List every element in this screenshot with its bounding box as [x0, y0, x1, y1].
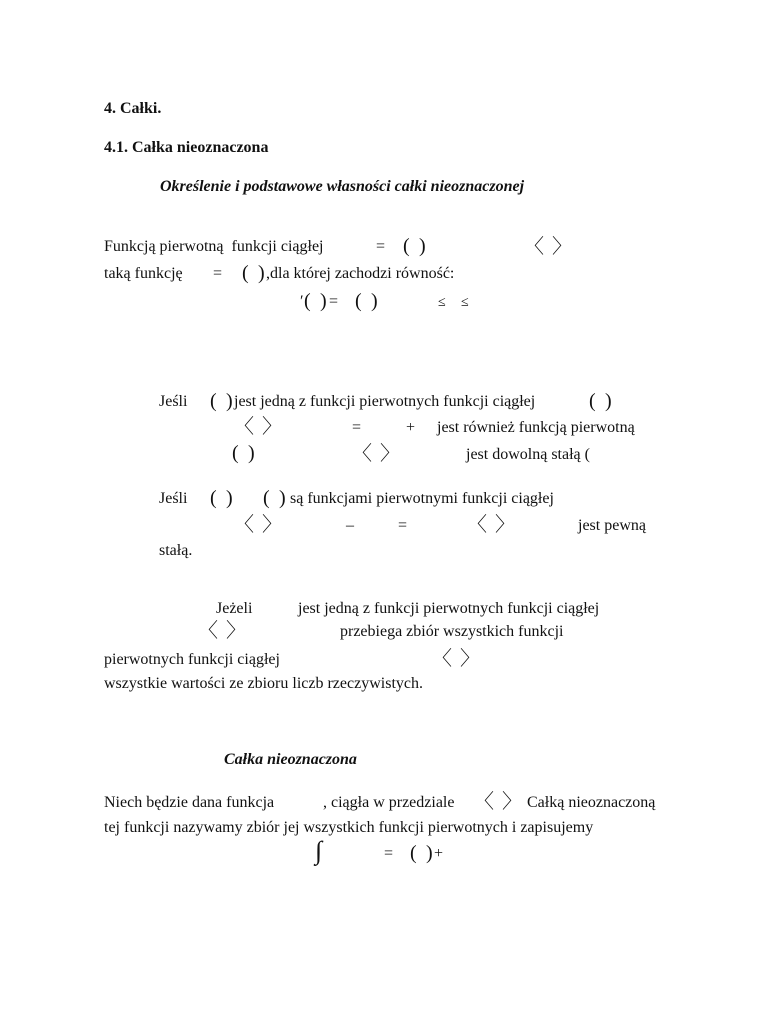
definition-line3-paren-open-1: ( — [304, 290, 311, 312]
property3-angle-open-1: 〈 — [198, 620, 218, 642]
indefinite-subheading: Całka nieoznaczona — [224, 751, 357, 768]
property2-equals: = — [398, 517, 408, 534]
property2-angle-close-1: 〉 — [262, 514, 282, 536]
definition-subheading: Określenie i podstawowe własności całki nieoznaczonej — [160, 178, 525, 195]
definition-line1-angle-close: 〉 — [552, 236, 572, 258]
property2-paren-open-1: ( — [210, 487, 217, 509]
indefinite-text-d: tej funkcji nazywamy zbiór jej wszystkich funkcji pierwotnych i zapisujemy — [104, 819, 594, 836]
property3-text-d: pierwotnych funkcji ciągłej — [104, 651, 280, 668]
definition-line2-text-a: taką funkcję — [104, 265, 183, 282]
property1-text-b: jest jedną z funkcji pierwotnych funkcji ciągłej — [234, 393, 536, 410]
definition-line3-prime: ′ — [300, 293, 304, 310]
property1-angle-close-2: 〉 — [380, 443, 400, 465]
definition-line1-text: Funkcją pierwotną funkcji ciągłej — [104, 238, 324, 255]
property2-text-d: stałą. — [159, 542, 193, 559]
property1-text-d: jest dowolną stałą ( — [466, 446, 590, 463]
property2-paren-close-2: ) — [279, 487, 286, 509]
property3-angle-close-1: 〉 — [226, 620, 246, 642]
definition-line2-paren-open: ( — [242, 262, 249, 284]
property2-angle-close-2: 〉 — [495, 514, 515, 536]
integral-sign: ∫ — [315, 836, 323, 865]
property2-angle-open-1: 〈 — [234, 514, 254, 536]
indefinite-equals: = — [384, 845, 394, 862]
indefinite-plus: + — [434, 845, 444, 862]
property3-angle-open-2: 〈 — [432, 648, 452, 670]
property3-text-a: Jeżeli — [216, 600, 253, 617]
chapter-heading: 4. Całki. — [104, 100, 162, 117]
indefinite-paren-open: ( — [410, 842, 417, 864]
indefinite-angle-close: 〉 — [502, 791, 522, 813]
property1-paren-close-2: ) — [605, 390, 612, 412]
property2-angle-open-2: 〈 — [467, 514, 487, 536]
property1-angle-open-1: 〈 — [234, 416, 254, 438]
property2-text-a: Jeśli — [159, 490, 188, 507]
property2-minus: – — [346, 517, 354, 534]
definition-line2-text-b: ,dla której zachodzi równość: — [266, 265, 455, 282]
property3-text-b: jest jedną z funkcji pierwotnych funkcji ciągłej — [298, 600, 600, 617]
property1-paren-open-1: ( — [210, 390, 217, 412]
property1-text-a: Jeśli — [159, 393, 188, 410]
property2-paren-close-1: ) — [226, 487, 233, 509]
property1-equals: = — [352, 419, 362, 436]
definition-line2-equals: = — [213, 265, 223, 282]
definition-line3-paren-close-1: ) — [320, 290, 327, 312]
definition-line2-paren-close: ) — [258, 262, 265, 284]
indefinite-text-c: Całką nieoznaczoną — [527, 794, 656, 811]
section-heading: 4.1. Całka nieoznaczona — [104, 139, 269, 156]
property1-paren-close-3: ) — [248, 442, 255, 464]
property1-angle-close-1: 〉 — [262, 416, 282, 438]
property1-paren-close-1: ) — [226, 390, 233, 412]
definition-line3-paren-close-2: ) — [371, 290, 378, 312]
definition-line3-leq-1: ≤ — [438, 295, 446, 310]
property1-plus: + — [406, 419, 416, 436]
definition-line3-leq-2: ≤ — [461, 295, 469, 310]
property2-text-b: są funkcjami pierwotnymi funkcji ciągłej — [290, 490, 554, 507]
definition-line1-paren-close: ) — [419, 235, 426, 257]
property3-text-e: wszystkie wartości ze zbioru liczb rzeczywistych. — [104, 675, 423, 692]
indefinite-text-b: , ciągła w przedziale — [323, 794, 455, 811]
definition-line1-equals: = — [376, 238, 386, 255]
property3-angle-close-2: 〉 — [460, 648, 480, 670]
property1-angle-open-2: 〈 — [352, 443, 372, 465]
indefinite-paren-close: ) — [426, 842, 433, 864]
definition-line3-equals: = — [329, 293, 339, 310]
property1-paren-open-2: ( — [589, 390, 596, 412]
definition-line1-angle-open: 〈 — [524, 236, 544, 258]
definition-line1-paren-open: ( — [403, 235, 410, 257]
definition-line3-paren-open-2: ( — [355, 290, 362, 312]
property1-text-c: jest również funkcją pierwotną — [437, 419, 635, 436]
property1-paren-open-3: ( — [232, 442, 239, 464]
indefinite-text-a: Niech będzie dana funkcja — [104, 794, 275, 811]
property3-text-c: przebiega zbiór wszystkich funkcji — [340, 623, 564, 640]
indefinite-angle-open: 〈 — [474, 791, 494, 813]
property2-text-c: jest pewną — [578, 517, 646, 534]
property2-paren-open-2: ( — [263, 487, 270, 509]
